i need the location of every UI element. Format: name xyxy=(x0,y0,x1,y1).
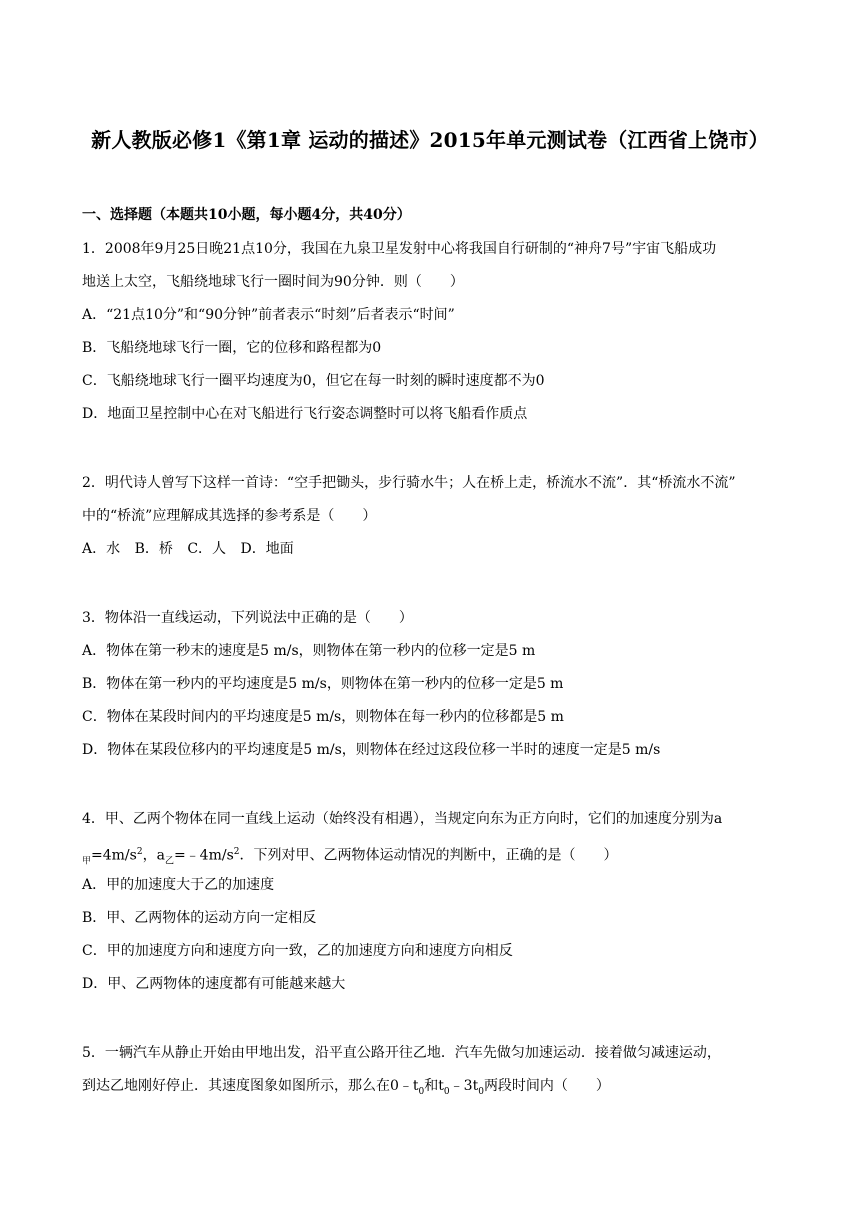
question-4-text-part-1: =4m/s xyxy=(91,847,137,864)
question-1-option-a: A．“21点10分”和“90分钟”前者表示“时刻”后者表示“时间” xyxy=(82,307,455,323)
question-3-option-d: D．物体在某段位移内的平均速度是5 m/s，则物体在经过这段位移一半时的速度一定是5 m/s xyxy=(82,742,661,758)
question-5-text-part-3: ﹣3t xyxy=(449,1078,479,1094)
question-1-option-c: C．飞船绕地球飞行一圈平均速度为0，但它在每一时刻的瞬时速度都不为0 xyxy=(82,373,545,389)
question-3-option-c: C．物体在某段时间内的平均速度是5 m/s，则物体在每一秒内的位移都是5 m xyxy=(82,709,564,725)
question-4-text-part-4: ．下列对甲、乙两物体运动情况的判断中，正确的是（ ） xyxy=(239,847,618,864)
question-4-text-part-2: ，a xyxy=(142,847,165,864)
question-4-option-c: C．甲的加速度方向和速度方向一致，乙的加速度方向和速度方向相反 xyxy=(82,943,513,959)
question-4-sub-yi: 乙 xyxy=(164,856,174,867)
question-4-option-b: B．甲、乙两物体的运动方向一定相反 xyxy=(82,910,317,926)
question-5-text-part-2: 和t xyxy=(424,1078,444,1094)
question-3-option-a: A．物体在第一秒末的速度是5 m/s，则物体在第一秒内的位移一定是5 m xyxy=(82,643,536,659)
question-2-option-a: A．水 xyxy=(82,541,121,557)
question-5-sub-3: 0 xyxy=(478,1086,484,1097)
question-4-stem-line-1: 4．甲、乙两个物体在同一直线上运动（始终没有相遇），当规定向东为正方向时，它们的加速度分别为a xyxy=(82,811,723,827)
question-1-stem-line-1: 1．2008年9月25日晚21点10分，我国在九泉卫星发射中心将我国自行研制的“神舟7号”宇宙飞船成功 xyxy=(82,241,717,257)
question-2-options xyxy=(82,540,294,558)
question-1-option-b: B．飞船绕地球飞行一圈，它的位移和路程都为0 xyxy=(82,340,382,356)
section-heading: 一、选择题（本题共10小题，每小题4分，共40分） xyxy=(82,207,411,223)
question-2-option-b: B．桥 xyxy=(134,541,173,557)
question-5-text-part-1: 到达乙地刚好停止．其速度图象如图所示，那么在0﹣t xyxy=(82,1078,419,1094)
question-5-stem-line-2 xyxy=(82,1077,610,1101)
question-5-sub-2: 0 xyxy=(443,1086,450,1097)
question-4-option-a: A．甲的加速度大于乙的加速度 xyxy=(82,877,275,893)
question-3-option-b: B．物体在第一秒内的平均速度是5 m/s，则物体在第一秒内的位移一定是5 m xyxy=(82,676,564,692)
question-4-option-d: D．甲、乙两物体的速度都有可能越来越大 xyxy=(82,976,346,992)
question-2-stem-line-2: 中的“桥流”应理解成其选择的参考系是（ ） xyxy=(82,508,377,524)
question-1-stem-line-2: 地送上太空，飞船绕地球飞行一圈时间为90分钟．则（ ） xyxy=(82,274,464,290)
question-4-sup-2: 2 xyxy=(233,847,240,857)
question-3-stem: 3．物体沿一直线运动，下列说法中正确的是（ ） xyxy=(82,610,413,626)
question-5-stem-line-1: 5．一辆汽车从静止开始由甲地出发，沿平直公路开往乙地．汽车先做匀加速运动．接着做匀减速运动， xyxy=(82,1045,721,1061)
page-title: 新人教版必修1《第1章 运动的描述》2015年单元测试卷（江西省上饶市） xyxy=(91,128,769,152)
question-4-stem-line-2 xyxy=(82,843,618,870)
question-2-option-d: D．地面 xyxy=(240,541,294,557)
question-4-sub-jia: 甲 xyxy=(82,856,92,867)
question-4-sup-1: 2 xyxy=(136,847,143,857)
question-5-sub-1: 0 xyxy=(418,1086,425,1097)
question-1-option-d: D．地面卫星控制中心在对飞船进行飞行姿态调整时可以将飞船看作质点 xyxy=(82,406,528,422)
question-4-text-part-3: =﹣4m/s xyxy=(173,847,234,864)
question-5-text-part-4: 两段时间内（ ） xyxy=(483,1078,610,1094)
question-2-stem-line-1: 2．明代诗人曾写下这样一首诗：“空手把锄头，步行骑水牛；人在桥上走，桥流水不流”．其“桥流水不流” xyxy=(82,475,736,491)
question-2-option-c: C．人 xyxy=(187,541,227,557)
